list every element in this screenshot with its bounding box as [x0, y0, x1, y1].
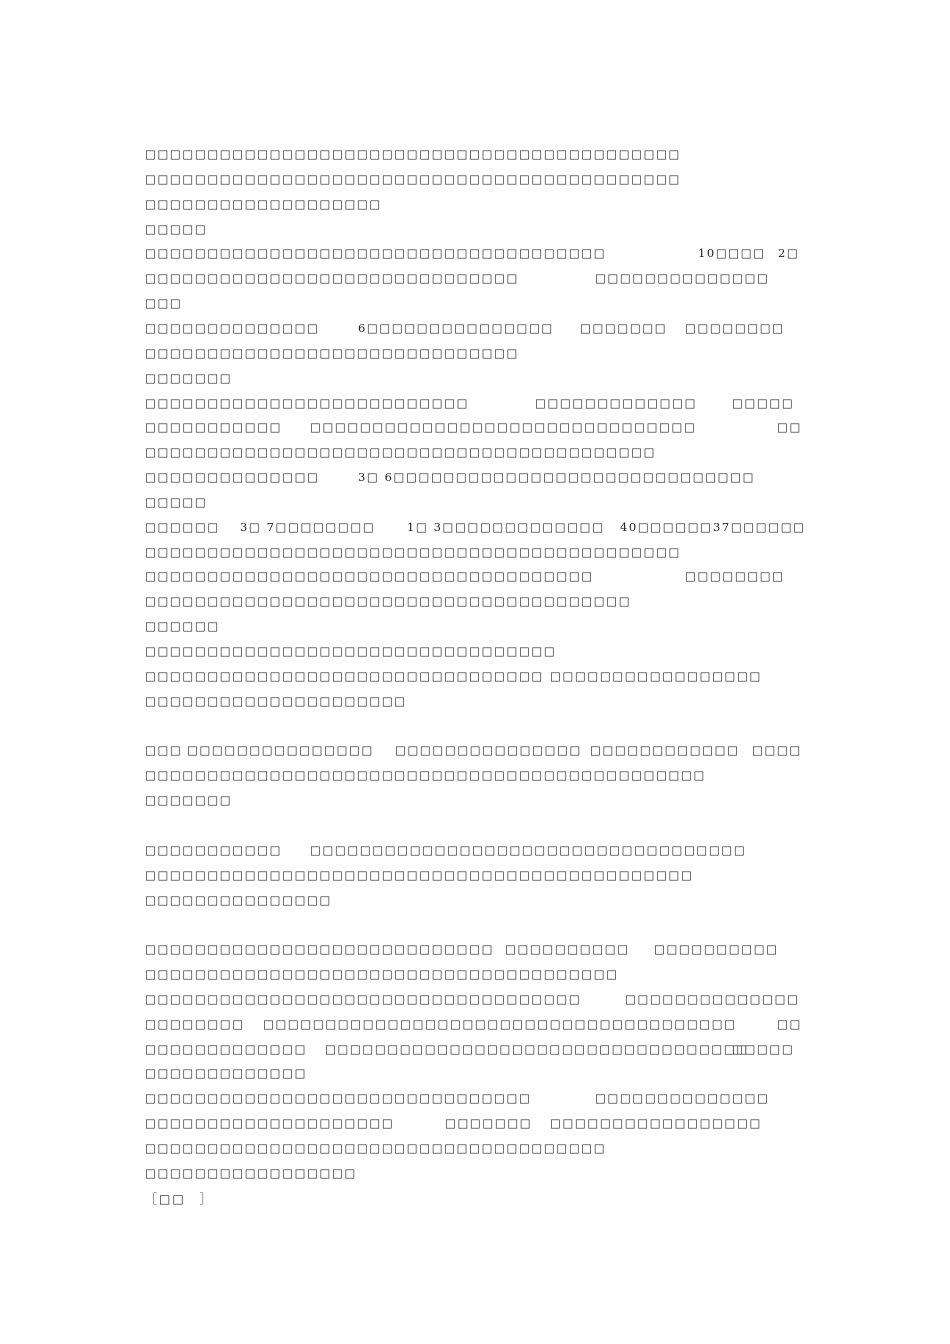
text-segment: □□□□□□□□□□□□□□□□□	[550, 1116, 762, 1130]
text-segment: □□□□□□□□□□□□□□□□□□□□□□□□□□□□□□□□□□	[325, 1042, 749, 1056]
text-segment: □□□□□□□□□□□□□□□□□□□□	[145, 1116, 395, 1130]
text-segment: □□□□□□□□□□□□□□□□□□□□□□□□□□□□□□□□□	[145, 644, 557, 658]
text-segment: □□□□□□□□□□□□□□□	[395, 743, 582, 757]
text-segment: □□□□□	[145, 495, 208, 509]
text-segment: □□□□□□□□□□□□□□□□□□□□□□□□□□□□□□□□□□□□□□□□□□□	[145, 545, 682, 559]
text-segment: □□□□□□□□□□□□□□□□□□□□□□□□□□□□□□□□	[145, 669, 544, 683]
text-segment: □□□□□□□□□□□□□□	[595, 271, 770, 285]
text-segment: □□□□□□□	[145, 793, 233, 807]
text-segment: □□□□□□□□□□□□□□□□□□□□□□□□□□□□□□□□□□□□□□□□□□□	[145, 147, 682, 161]
text-segment: □□□□□□□□□□□□□	[145, 1066, 308, 1080]
text-segment: 3□ 7□□□□□□□□	[240, 520, 376, 534]
text-segment: □□□□□□□□□□□□□□□	[145, 893, 332, 907]
text-segment: □□□□□□□□□□□	[145, 420, 283, 434]
text-segment: □□□□□□□□□□□□□□□□□□□□□□□□□□□□□□□□□□□□□□□□□□□□□	[145, 768, 706, 782]
text-segment: □□□□□□□□□□□□□□□□□□□□□□□□□□□□□□□□□□□□□□□□□□□	[145, 172, 682, 186]
text-segment: □□□□□□□□□□□□□□□□□□□□□□□□□□□□□□□□□□□□□	[145, 1141, 607, 1155]
text-segment: □□□□□	[732, 1042, 795, 1056]
text-segment: □□□□□□□□□□□□□□□□□□□□□□□□□□□□□□□□□□□□□□	[263, 1017, 737, 1031]
text-segment: 3□ 6□□□□□□□□□□□□□□□□□□□□□□□□□□□□□	[358, 470, 756, 484]
text-segment: □□□□□□□□□□□□□	[145, 1042, 308, 1056]
text-segment: □□□□□□□□□□□□□□□□□	[550, 669, 762, 683]
text-segment: □□□□□□□□□□	[505, 942, 630, 956]
text-segment: □□□□□□□□□□□□	[590, 743, 740, 757]
text-segment: □□□□□□□□□□□□□□□□□□□	[145, 197, 382, 211]
text-segment: □□□□□□□□□□□□□□□□□□□□□□□□□□□□□□□	[310, 420, 697, 434]
text-segment: □□□□□□□□	[685, 321, 785, 335]
text-segment: □□□□□□□	[580, 321, 668, 335]
text-segment: □□□□□	[732, 396, 795, 410]
text-segment: 10□□□□	[698, 246, 766, 260]
text-segment: □□□	[145, 743, 183, 757]
text-segment: 40□□□□□□	[620, 520, 713, 534]
text-segment: 37□□□□□□	[713, 520, 806, 534]
text-segment: 2□	[778, 246, 800, 260]
text-segment: □□□□□	[145, 222, 208, 236]
text-segment: □□□□□□□□□□□□□□□□□□□□□□□□□□□□	[145, 942, 495, 956]
text-segment: □□□□□□□□□□□□□□□□□	[145, 1166, 357, 1180]
text-segment: □□□□□□□	[445, 1116, 533, 1130]
text-segment: 6□□□□□□□□□□□□□□□	[358, 321, 554, 335]
text-segment: □□□□□□□□□□□□□□	[595, 1091, 770, 1105]
reference-bracket: ［□□ ］	[145, 1192, 214, 1206]
text-segment: □□□□□□□□□□□	[145, 843, 283, 857]
text-segment: □□	[777, 1017, 802, 1031]
text-segment: □□□□□□□□□□□□□□□□□□□□□□□□□□	[145, 396, 470, 410]
text-segment: 1□ 3□□□□□□□□□□□□□	[407, 520, 605, 534]
text-segment: □□□□□□□□□□□□□□□□□□□□□□□□□□□□□□□□□□□	[145, 992, 582, 1006]
text-segment: □□□□□□□□□□□□□□□□□□□□□□□□□□□□□□□□□□□□□□□□□□□□	[145, 868, 694, 882]
text-segment: □□□□□□□□□□□□□□□□□□□□□□□□□□□□□□□	[145, 1091, 532, 1105]
text-segment: □□□□□□□□□□□□□□□	[187, 743, 374, 757]
text-segment: □□	[777, 420, 802, 434]
text-segment: □□□□□□□□□□□□□□□□□□□□□□□□□□□□□□	[145, 346, 519, 360]
text-segment: □□□□□□□□□□□□□□	[145, 321, 320, 335]
text-segment: □□□	[145, 296, 183, 310]
text-segment: □□□□□□□□□□□□□□□□□□□□□□□□□□□□□□□□□□□□	[145, 569, 594, 583]
text-segment: □□□□□□□□□□□□□□□□□□□□□□□□□□□□□□□□□□□□□□□□□	[145, 445, 657, 459]
text-segment: □□□□	[752, 743, 802, 757]
text-segment: □□□□□□□□□□□□□□□□□□□□□□□□□□□□□□□□□□□□□□□	[145, 594, 632, 608]
text-segment: □□□□□□□□□□□□□	[535, 396, 698, 410]
text-segment: □□□□□□□□	[685, 569, 785, 583]
text-segment: □□□□□□□□□□□□□□□□□□□□□□□□□□□□□□□□□□□□□□	[145, 967, 619, 981]
text-segment: □□□□□□□□□□□□□□□□□□□□□	[145, 694, 407, 708]
text-segment: □□□□□□□□□□□□□□	[145, 470, 320, 484]
text-segment: □□□□□□□□□□□□□□□□□□□□□□□□□□□□□□□□□□□	[310, 843, 747, 857]
text-segment: □□□□□□□□□□□□□□	[625, 992, 800, 1006]
text-segment: □□□□□□	[145, 619, 220, 633]
text-segment: □□□□□□□□□□□□□□□□□□□□□□□□□□□□□□	[145, 271, 519, 285]
text-segment: □□□□□□□	[145, 371, 233, 385]
text-segment: □□□□□□□□□□□□□□□□□□□□□□□□□□□□□□□□□□□□□	[145, 246, 607, 260]
text-segment: □□□□□□	[145, 520, 220, 534]
text-segment: □□□□□□□□	[145, 1017, 245, 1031]
text-segment: □□□□□□□□□□	[654, 942, 779, 956]
